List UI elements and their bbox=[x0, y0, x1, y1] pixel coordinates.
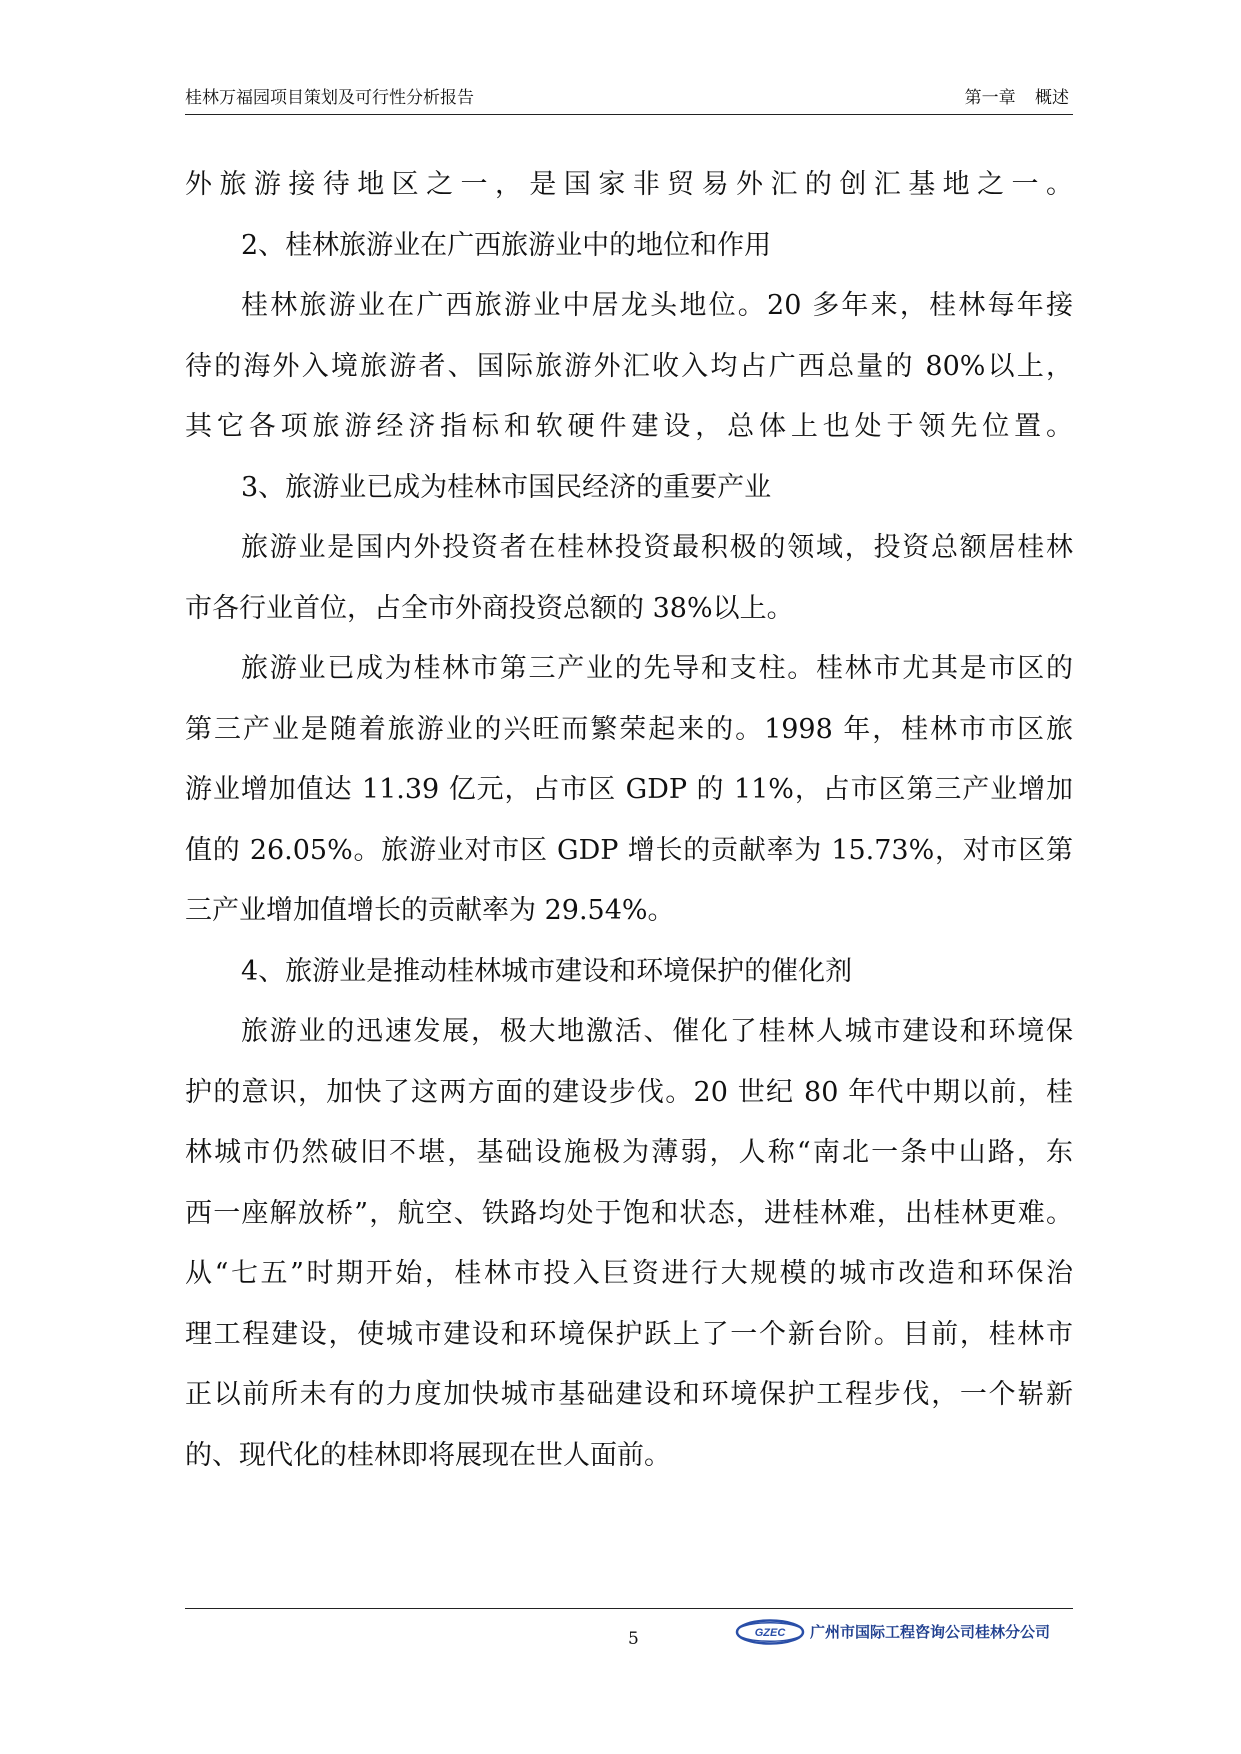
text-line: 待的海外入境旅游者、国际旅游外汇收入均占广西总量的 80%以上， bbox=[185, 350, 1073, 382]
text-line: 西一座解放桥”，航空、铁路均处于饱和状态，进桂林难，出桂林更难。 bbox=[185, 1197, 1073, 1229]
section-heading: 3、旅游业已成为桂林市国民经济的重要产业 bbox=[241, 471, 772, 503]
text-line: 林城市仍然破旧不堪，基础设施极为薄弱，人称“南北一条中山路，东 bbox=[185, 1137, 1073, 1168]
section-heading: 2、桂林旅游业在广西旅游业中的地位和作用 bbox=[241, 229, 772, 261]
document-title: 桂林万福园项目策划及可行性分析报告 bbox=[185, 88, 474, 108]
text-line: 正以前所未有的力度加快城市基础建设和环境保护工程步伐，一个崭新 bbox=[185, 1379, 1073, 1410]
text-line: 旅游业的迅速发展，极大地激活、催化了桂林人城市建设和环境保 bbox=[241, 1016, 1073, 1047]
company-logo-icon bbox=[735, 1619, 805, 1645]
company-name: 广州市国际工程咨询公司桂林分公司 bbox=[810, 1623, 1051, 1641]
text-line: 的、现代化的桂林即将展现在世人面前。 bbox=[185, 1439, 671, 1471]
logo-lettering: GZEC bbox=[754, 1627, 786, 1639]
page-footer bbox=[185, 1608, 1073, 1669]
text-line: 游业增加值达 11.39 亿元，占市区 GDP 的 11%，占市区第三产业增加 bbox=[185, 774, 1073, 805]
text-line: 桂林旅游业在广西旅游业中居龙头地位。20 多年来，桂林每年接 bbox=[241, 290, 1073, 321]
text-line: 从“七五”时期开始，桂林市投入巨资进行大规模的城市改造和环保治 bbox=[185, 1258, 1073, 1289]
section-heading: 4、旅游业是推动桂林城市建设和环境保护的催化剂 bbox=[241, 955, 853, 987]
page-number: 5 bbox=[628, 1629, 639, 1649]
text-line: 旅游业是国内外投资者在桂林投资最积极的领域，投资总额居桂林 bbox=[241, 532, 1073, 563]
text-line: 第三产业是随着旅游业的兴旺而繁荣起来的。1998 年，桂林市市区旅 bbox=[185, 713, 1073, 745]
text-line: 旅游业已成为桂林市第三产业的先导和支柱。桂林市尤其是市区的 bbox=[241, 653, 1073, 684]
text-line: 三产业增加值增长的贡献率为 29.54%。 bbox=[185, 895, 675, 926]
text-line: 护的意识，加快了这两方面的建设步伐。20 世纪 80 年代中期以前，桂 bbox=[185, 1076, 1073, 1108]
text-line: 外旅游接待地区之一，是国家非贸易外汇的创汇基地之一。 bbox=[185, 169, 1073, 200]
text-line: 市各行业首位，占全市外商投资总额的 38%以上。 bbox=[185, 592, 794, 624]
page-header bbox=[185, 88, 1073, 115]
text-line: 其它各项旅游经济指标和软硬件建设，总体上也处于领先位置。 bbox=[185, 411, 1073, 442]
chapter-title: 第一章 概述 bbox=[964, 88, 1069, 108]
body-text bbox=[185, 155, 1073, 1486]
text-line: 理工程建设，使城市建设和环境保护跃上了一个新台阶。目前，桂林市 bbox=[185, 1318, 1073, 1350]
text-line: 值的 26.05%。旅游业对市区 GDP 增长的贡献率为 15.73%，对市区第 bbox=[185, 834, 1073, 866]
